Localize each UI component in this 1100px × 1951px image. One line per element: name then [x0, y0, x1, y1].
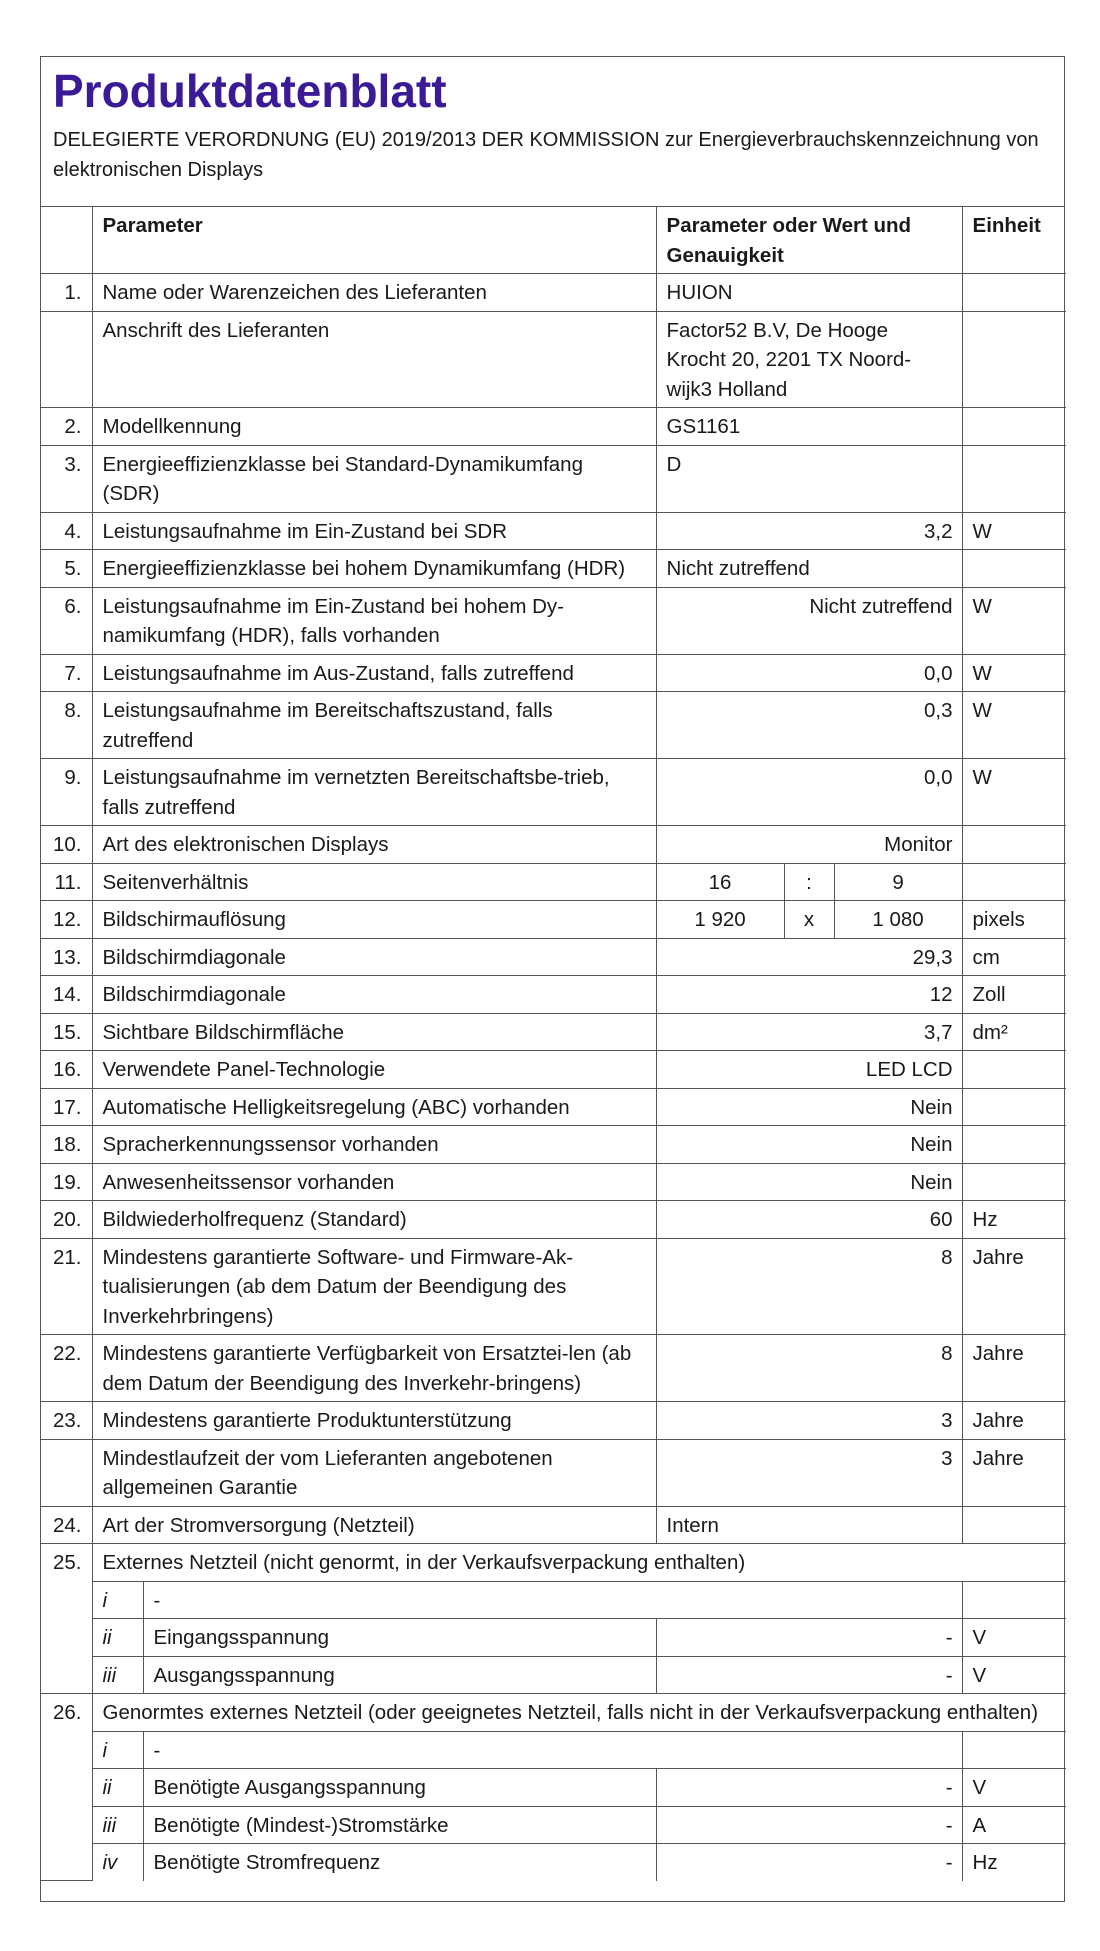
sub-index: ii: [92, 1769, 143, 1807]
table-row: [41, 938, 1066, 976]
table-row: [41, 1126, 1066, 1164]
sub-row: [41, 1844, 1066, 1881]
row-number: 26.: [41, 1694, 92, 1881]
row-unit: dm²: [962, 1013, 1066, 1051]
row-number: 10.: [41, 826, 92, 864]
table-row: [41, 826, 1066, 864]
table-row: [41, 550, 1066, 588]
sub-index: iv: [92, 1844, 143, 1881]
sub-row: [41, 1656, 1066, 1694]
table-row: [41, 1088, 1066, 1126]
row-unit: [962, 445, 1066, 512]
row-number: 3.: [41, 445, 92, 512]
row-value: Intern: [656, 1506, 962, 1544]
row-number: [41, 1439, 92, 1506]
resolution-separator: x: [784, 901, 834, 939]
row-unit: Jahre: [962, 1238, 1066, 1335]
row-value: 3,2: [656, 512, 962, 550]
table-row: [41, 1694, 1066, 1732]
row-parameter: Mindestens garantierte Verfügbarkeit von Ersatztei-len (ab dem Datum der Beendigung des Inverkehr-bringens): [92, 1335, 656, 1402]
table-row: [41, 1402, 1066, 1440]
table-row: [41, 654, 1066, 692]
row-value: 12: [656, 976, 962, 1014]
row-unit: W: [962, 692, 1066, 759]
row-value: Factor52 B.V, De Hooge Krocht 20, 2201 TX Noord-wijk3 Holland: [656, 311, 962, 408]
row-parameter: Sichtbare Bildschirmfläche: [92, 1013, 656, 1051]
row-parameter: Mindestlaufzeit der vom Lieferanten angebotenen allgemeinen Garantie: [92, 1439, 656, 1506]
row-number: 12.: [41, 901, 92, 939]
row-parameter: Bildschirmdiagonale: [92, 938, 656, 976]
table-row: [41, 1506, 1066, 1544]
row-number: 4.: [41, 512, 92, 550]
table-row: [41, 1439, 1066, 1506]
table-row: [41, 445, 1066, 512]
row-unit: W: [962, 654, 1066, 692]
row-parameter: Energieeffizienzklasse bei Standard-Dynamikumfang (SDR): [92, 445, 656, 512]
row-number: 20.: [41, 1201, 92, 1239]
ratio-width: 16: [656, 863, 784, 901]
row-value: Nein: [656, 1163, 962, 1201]
row-number: [41, 311, 92, 408]
row-parameter: Art des elektronischen Displays: [92, 826, 656, 864]
sub-row: [41, 1581, 1066, 1619]
row-unit: [962, 408, 1066, 446]
row-parameter: Genormtes externes Netzteil (oder geeignetes Netzteil, falls nicht in der Verkaufsverpackung enthalten): [92, 1694, 1066, 1732]
row-number: 14.: [41, 976, 92, 1014]
sub-label: -: [143, 1731, 962, 1769]
sub-value: -: [656, 1619, 962, 1657]
row-parameter: Anschrift des Lieferanten: [92, 311, 656, 408]
sheet-header: [41, 57, 1064, 207]
row-number: 2.: [41, 408, 92, 446]
ratio-separator: :: [784, 863, 834, 901]
row-value: GS1161: [656, 408, 962, 446]
row-number: 21.: [41, 1238, 92, 1335]
table-header-row: [41, 207, 1066, 274]
row-value: 0,0: [656, 759, 962, 826]
unit-header: Einheit: [962, 207, 1066, 274]
sub-unit: A: [962, 1806, 1066, 1844]
row-value: LED LCD: [656, 1051, 962, 1089]
row-unit: pixels: [962, 901, 1066, 939]
row-number: 22.: [41, 1335, 92, 1402]
row-parameter: Seitenverhältnis: [92, 863, 656, 901]
row-unit: W: [962, 759, 1066, 826]
table-row: [41, 587, 1066, 654]
table-row: [41, 1335, 1066, 1402]
table-row: [41, 274, 1066, 312]
num-header: [41, 207, 92, 274]
table-row: [41, 311, 1066, 408]
table-row: [41, 408, 1066, 446]
row-parameter: Bildwiederholfrequenz (Standard): [92, 1201, 656, 1239]
row-value: 3,7: [656, 1013, 962, 1051]
row-unit: Zoll: [962, 976, 1066, 1014]
row-value: 60: [656, 1201, 962, 1239]
row-unit: [962, 311, 1066, 408]
row-parameter: Leistungsaufnahme im vernetzten Bereitschaftsbe-trieb, falls zutreffend: [92, 759, 656, 826]
row-parameter: Verwendete Panel-Technologie: [92, 1051, 656, 1089]
row-unit: W: [962, 512, 1066, 550]
row-value: 3: [656, 1402, 962, 1440]
sub-value: -: [656, 1806, 962, 1844]
sub-row: [41, 1731, 1066, 1769]
sub-index: iii: [92, 1806, 143, 1844]
sub-label: Benötigte Stromfrequenz: [143, 1844, 656, 1881]
row-unit: Jahre: [962, 1439, 1066, 1506]
sub-label: Benötigte (Mindest-)Stromstärke: [143, 1806, 656, 1844]
row-number: 24.: [41, 1506, 92, 1544]
sub-label: Benötigte Ausgangsspannung: [143, 1769, 656, 1807]
row-value: 0,0: [656, 654, 962, 692]
row-number: 18.: [41, 1126, 92, 1164]
row-parameter: Art der Stromversorgung (Netzteil): [92, 1506, 656, 1544]
row-value: Nicht zutreffend: [656, 587, 962, 654]
row-value: 8: [656, 1335, 962, 1402]
sub-value: -: [656, 1769, 962, 1807]
table-row: [41, 512, 1066, 550]
row-unit: [962, 1088, 1066, 1126]
product-data-sheet: [40, 56, 1065, 1902]
sub-index: i: [92, 1581, 143, 1619]
table-row: [41, 1051, 1066, 1089]
parameter-header: Parameter: [92, 207, 656, 274]
sub-unit: V: [962, 1769, 1066, 1807]
row-unit: Hz: [962, 1201, 1066, 1239]
row-parameter: Energieeffizienzklasse bei hohem Dynamikumfang (HDR): [92, 550, 656, 588]
table-row: [41, 1013, 1066, 1051]
value-header: Parameter oder Wert und Genauigkeit: [656, 207, 962, 274]
table-row: [41, 901, 1066, 939]
row-number: 13.: [41, 938, 92, 976]
row-value: D: [656, 445, 962, 512]
table-row: [41, 863, 1066, 901]
row-value: 0,3: [656, 692, 962, 759]
row-unit: W: [962, 587, 1066, 654]
page-title: Produktdatenblatt: [53, 65, 447, 117]
sub-unit: V: [962, 1619, 1066, 1657]
row-value: Monitor: [656, 826, 962, 864]
parameter-table: [41, 207, 1066, 1881]
row-value: HUION: [656, 274, 962, 312]
row-value: 3: [656, 1439, 962, 1506]
row-parameter: Anwesenheitssensor vorhanden: [92, 1163, 656, 1201]
sub-unit: [962, 1731, 1066, 1769]
sub-label: Ausgangsspannung: [143, 1656, 656, 1694]
row-parameter: Externes Netzteil (nicht genormt, in der Verkaufsverpackung enthalten): [92, 1544, 1066, 1582]
table-row: [41, 759, 1066, 826]
sub-label: -: [143, 1581, 962, 1619]
row-unit: [962, 274, 1066, 312]
row-number: 8.: [41, 692, 92, 759]
row-value: Nein: [656, 1126, 962, 1164]
row-unit: [962, 550, 1066, 588]
row-number: 5.: [41, 550, 92, 588]
sub-row: [41, 1619, 1066, 1657]
table-row: [41, 1201, 1066, 1239]
ratio-height: 9: [834, 863, 962, 901]
row-unit: Jahre: [962, 1402, 1066, 1440]
row-number: 11.: [41, 863, 92, 901]
row-parameter: Modellkennung: [92, 408, 656, 446]
row-unit: [962, 1051, 1066, 1089]
row-number: 9.: [41, 759, 92, 826]
row-parameter: Leistungsaufnahme im Ein-Zustand bei SDR: [92, 512, 656, 550]
row-unit: [962, 1126, 1066, 1164]
row-parameter: Spracherkennungssensor vorhanden: [92, 1126, 656, 1164]
row-number: 25.: [41, 1544, 92, 1694]
row-number: 6.: [41, 587, 92, 654]
table-row: [41, 692, 1066, 759]
row-number: 7.: [41, 654, 92, 692]
row-unit: Jahre: [962, 1335, 1066, 1402]
row-parameter: Leistungsaufnahme im Bereitschaftszustand, falls zutreffend: [92, 692, 656, 759]
row-number: 17.: [41, 1088, 92, 1126]
row-value: Nein: [656, 1088, 962, 1126]
row-value: 8: [656, 1238, 962, 1335]
row-parameter: Name oder Warenzeichen des Lieferanten: [92, 274, 656, 312]
resolution-width: 1 920: [656, 901, 784, 939]
row-parameter: Mindestens garantierte Produktunterstützung: [92, 1402, 656, 1440]
row-parameter: Mindestens garantierte Software- und Firmware-Ak-tualisierungen (ab dem Datum der Beendigung des Inverkehrbringens): [92, 1238, 656, 1335]
row-unit: [962, 826, 1066, 864]
sub-unit: V: [962, 1656, 1066, 1694]
sub-unit: [962, 1581, 1066, 1619]
row-number: 23.: [41, 1402, 92, 1440]
table-row: [41, 976, 1066, 1014]
row-number: 16.: [41, 1051, 92, 1089]
row-unit: [962, 1163, 1066, 1201]
sub-value: -: [656, 1844, 962, 1881]
sub-unit: Hz: [962, 1844, 1066, 1881]
row-unit: cm: [962, 938, 1066, 976]
sub-row: [41, 1769, 1066, 1807]
sub-value: -: [656, 1656, 962, 1694]
row-parameter: Leistungsaufnahme im Aus-Zustand, falls zutreffend: [92, 654, 656, 692]
row-number: 1.: [41, 274, 92, 312]
table-row: [41, 1238, 1066, 1335]
row-number: 19.: [41, 1163, 92, 1201]
resolution-height: 1 080: [834, 901, 962, 939]
table-row: [41, 1163, 1066, 1201]
sub-row: [41, 1806, 1066, 1844]
sub-index: iii: [92, 1656, 143, 1694]
regulation-subtitle: DELEGIERTE VERORDNUNG (EU) 2019/2013 DER KOMMISSION zur Energieverbrauchskennzeichnung von elektronischen Displays: [53, 129, 1039, 181]
row-parameter: Automatische Helligkeitsregelung (ABC) vorhanden: [92, 1088, 656, 1126]
row-number: 15.: [41, 1013, 92, 1051]
sub-index: i: [92, 1731, 143, 1769]
sub-index: ii: [92, 1619, 143, 1657]
row-value: Nicht zutreffend: [656, 550, 962, 588]
table-row: [41, 1544, 1066, 1582]
row-unit: [962, 863, 1066, 901]
row-unit: [962, 1506, 1066, 1544]
row-parameter: Leistungsaufnahme im Ein-Zustand bei hohem Dy-namikumfang (HDR), falls vorhanden: [92, 587, 656, 654]
sub-label: Eingangsspannung: [143, 1619, 656, 1657]
row-parameter: Bildschirmauflösung: [92, 901, 656, 939]
row-parameter: Bildschirmdiagonale: [92, 976, 656, 1014]
row-value: 29,3: [656, 938, 962, 976]
